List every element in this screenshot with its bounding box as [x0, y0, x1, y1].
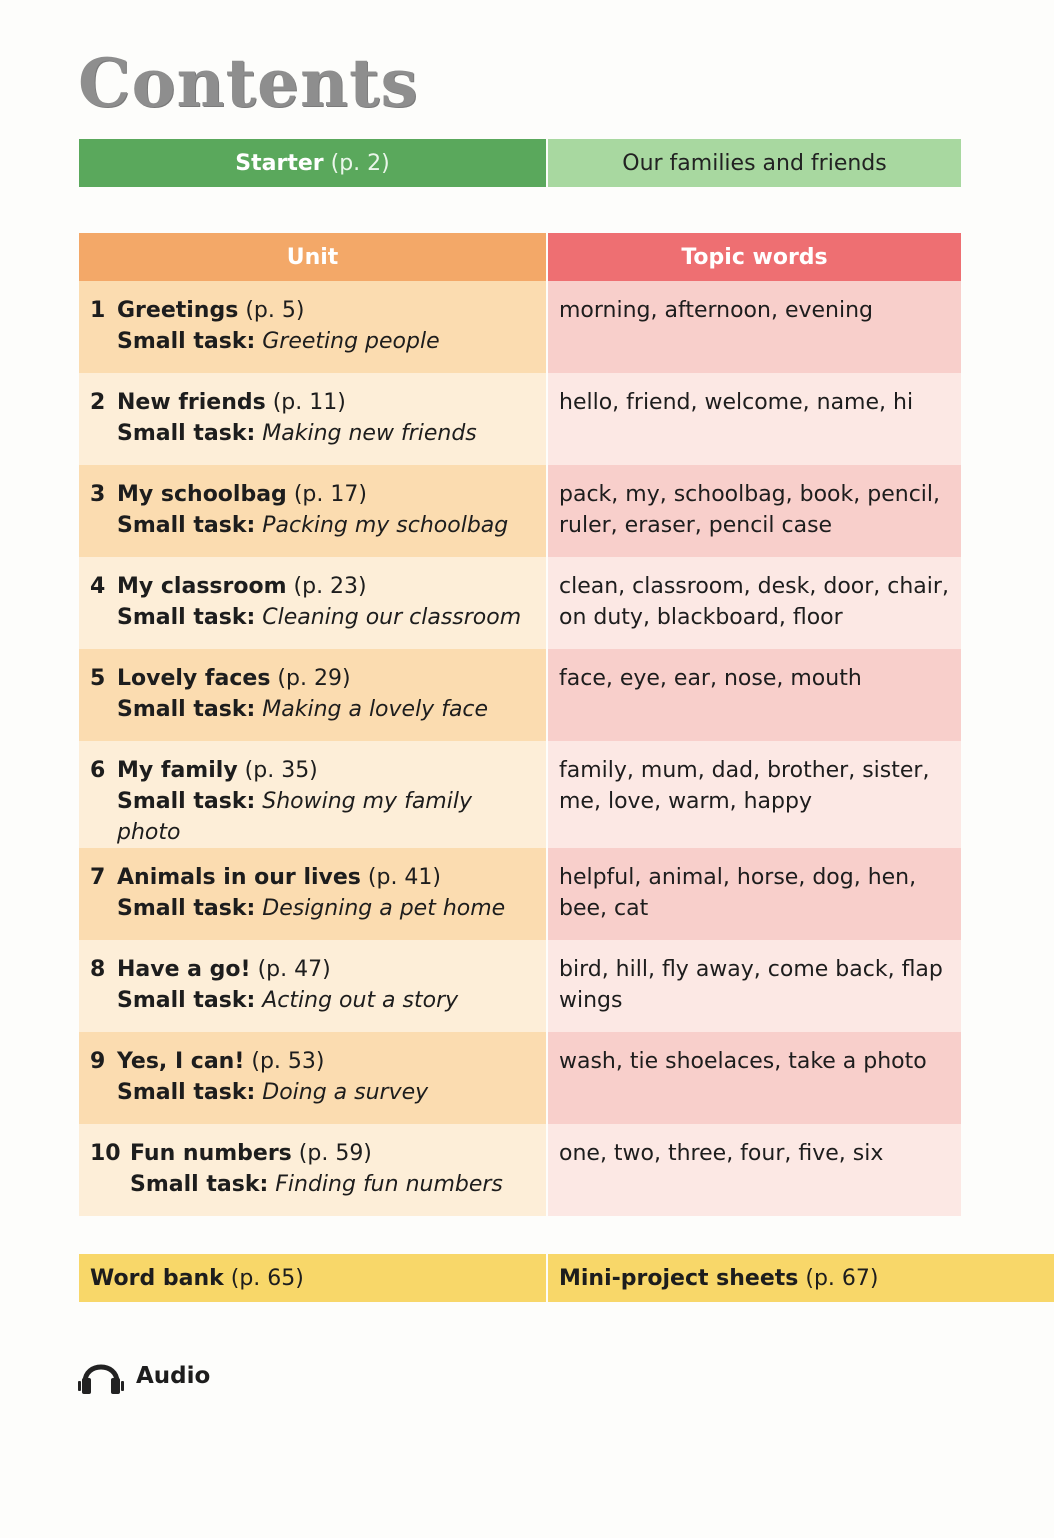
topic-words-cell: one, two, three, four, five, six — [548, 1124, 961, 1216]
audio-legend — [78, 1356, 210, 1396]
unit-title-line — [90, 1046, 536, 1077]
small-task — [117, 510, 508, 541]
unit-number: 3 — [90, 482, 106, 507]
unit-cell[interactable] — [79, 373, 548, 465]
unit-title — [117, 571, 367, 602]
unit-name: Animals in our lives — [117, 865, 361, 890]
unit-title — [117, 295, 304, 326]
table-row — [79, 1124, 961, 1216]
table-row — [79, 465, 961, 557]
unit-name: New friends — [117, 390, 266, 415]
small-task-name: Acting out a story — [262, 988, 459, 1013]
word-bank-cell[interactable] — [79, 1254, 546, 1302]
table-row — [79, 741, 961, 848]
topic-words-cell: pack, my, schoolbag, book, pencil, ruler, eraser, pencil case — [548, 465, 961, 557]
small-task-line — [90, 326, 536, 357]
unit-title-line — [90, 755, 536, 786]
topic-words-cell: bird, hill, fly away, come back, flap wings — [548, 940, 961, 1032]
starter-cell[interactable] — [79, 139, 546, 187]
small-task-name: Showing my family photo — [117, 789, 472, 845]
headphones-icon — [78, 1356, 124, 1396]
unit-title-line — [90, 387, 536, 418]
topic-words-cell: morning, afternoon, evening — [548, 281, 961, 373]
small-task — [117, 602, 521, 633]
small-task-line — [90, 418, 536, 449]
unit-title-line — [90, 663, 536, 694]
unit-number: 10 — [90, 1141, 121, 1166]
small-task-label: Small task: — [117, 421, 256, 446]
small-task-label: Small task: — [117, 1080, 256, 1105]
small-task-name: Making new friends — [262, 421, 477, 446]
unit-title-line — [90, 571, 536, 602]
word-bank-page: (p. 65) — [230, 1265, 304, 1291]
unit-page: (p. 29) — [277, 666, 351, 691]
table-row — [79, 848, 961, 940]
small-task-label: Small task: — [117, 605, 256, 630]
unit-title-line — [90, 1138, 536, 1169]
bottom-row — [79, 1254, 1054, 1302]
small-task — [117, 786, 536, 848]
unit-title — [117, 663, 351, 694]
mini-project-cell[interactable] — [548, 1254, 1054, 1302]
small-task-name: Cleaning our classroom — [262, 605, 522, 630]
small-task-line — [90, 1169, 536, 1200]
unit-page: (p. 5) — [245, 298, 305, 323]
unit-title — [117, 1046, 325, 1077]
small-task — [117, 418, 477, 449]
unit-cell[interactable] — [79, 465, 548, 557]
unit-title — [130, 1138, 372, 1169]
small-task — [117, 694, 488, 725]
small-task-label: Small task: — [117, 789, 256, 814]
unit-number: 4 — [90, 574, 106, 599]
unit-page: (p. 35) — [244, 758, 318, 783]
table-row — [79, 557, 961, 649]
page-title: Contents — [78, 44, 419, 122]
mini-project-page: (p. 67) — [805, 1265, 879, 1291]
mini-project-label: Mini-project sheets — [559, 1265, 799, 1291]
unit-number: 1 — [90, 298, 106, 323]
unit-title-line — [90, 862, 536, 893]
unit-title — [117, 862, 441, 893]
unit-name: Fun numbers — [130, 1141, 292, 1166]
unit-number: 2 — [90, 390, 106, 415]
unit-page: (p. 47) — [257, 957, 331, 982]
small-task-line — [90, 893, 536, 924]
small-task-label: Small task: — [117, 988, 256, 1013]
unit-name: Lovely faces — [117, 666, 271, 691]
topic-words-cell: wash, tie shoelaces, take a photo — [548, 1032, 961, 1124]
audio-label: Audio — [136, 1363, 211, 1389]
unit-title — [117, 755, 318, 786]
small-task-name: Finding fun numbers — [275, 1172, 503, 1197]
unit-number: 9 — [90, 1049, 106, 1074]
starter-page: (p. 2) — [330, 150, 390, 176]
starter-label: Starter — [235, 150, 324, 176]
unit-header: Unit — [79, 233, 548, 281]
small-task-label: Small task: — [117, 329, 256, 354]
small-task-line — [90, 602, 536, 633]
unit-cell[interactable] — [79, 1124, 548, 1216]
unit-cell[interactable] — [79, 1032, 548, 1124]
topic-words-header: Topic words — [548, 233, 961, 281]
topic-words-cell: clean, classroom, desk, door, chair, on duty, blackboard, floor — [548, 557, 961, 649]
topic-words-cell: helpful, animal, horse, dog, hen, bee, cat — [548, 848, 961, 940]
unit-name: My schoolbag — [117, 482, 287, 507]
unit-page: (p. 11) — [272, 390, 346, 415]
unit-title-line — [90, 954, 536, 985]
topic-words-cell: hello, friend, welcome, name, hi — [548, 373, 961, 465]
unit-number: 7 — [90, 865, 106, 890]
small-task-name: Packing my schoolbag — [262, 513, 509, 538]
word-bank-label: Word bank — [90, 1265, 224, 1291]
unit-number: 6 — [90, 758, 106, 783]
topic-words-cell: family, mum, dad, brother, sister, me, love, warm, happy — [548, 741, 961, 848]
unit-number: 5 — [90, 666, 106, 691]
small-task — [117, 893, 505, 924]
unit-title — [117, 954, 331, 985]
unit-page: (p. 17) — [293, 482, 367, 507]
unit-title — [117, 387, 346, 418]
contents-table — [79, 233, 961, 1216]
small-task-line — [90, 1077, 536, 1108]
small-task — [117, 1077, 428, 1108]
table-row — [79, 649, 961, 741]
small-task-label: Small task: — [130, 1172, 269, 1197]
unit-title — [117, 479, 367, 510]
unit-page: (p. 53) — [251, 1049, 325, 1074]
unit-name: Have a go! — [117, 957, 251, 982]
small-task-label: Small task: — [117, 896, 256, 921]
small-task-line — [90, 510, 536, 541]
unit-cell[interactable] — [79, 649, 548, 741]
small-task-name: Designing a pet home — [262, 896, 506, 921]
starter-topic: Our families and friends — [548, 139, 961, 187]
unit-cell[interactable] — [79, 848, 548, 940]
small-task — [117, 985, 458, 1016]
small-task-name: Greeting people — [262, 329, 440, 354]
unit-page: (p. 59) — [298, 1141, 372, 1166]
table-row — [79, 281, 961, 373]
small-task — [117, 326, 440, 357]
unit-name: My classroom — [117, 574, 287, 599]
starter-row — [79, 139, 961, 187]
small-task — [130, 1169, 503, 1200]
unit-page: (p. 23) — [293, 574, 367, 599]
small-task-name: Making a lovely face — [262, 697, 489, 722]
table-header-row — [79, 233, 961, 281]
unit-cell[interactable] — [79, 557, 548, 649]
small-task-name: Doing a survey — [262, 1080, 429, 1105]
unit-title-line — [90, 295, 536, 326]
unit-name: Greetings — [117, 298, 239, 323]
unit-cell[interactable] — [79, 940, 548, 1032]
table-row — [79, 940, 961, 1032]
unit-title-line — [90, 479, 536, 510]
unit-name: Yes, I can! — [117, 1049, 245, 1074]
unit-cell[interactable] — [79, 741, 548, 848]
topic-words-cell: face, eye, ear, nose, mouth — [548, 649, 961, 741]
small-task-line — [90, 786, 536, 848]
small-task-label: Small task: — [117, 513, 256, 538]
table-row — [79, 1032, 961, 1124]
unit-number: 8 — [90, 957, 106, 982]
small-task-line — [90, 985, 536, 1016]
unit-name: My family — [117, 758, 238, 783]
table-row — [79, 373, 961, 465]
unit-cell[interactable] — [79, 281, 548, 373]
unit-page: (p. 41) — [367, 865, 442, 890]
small-task-line — [90, 694, 536, 725]
small-task-label: Small task: — [117, 697, 256, 722]
